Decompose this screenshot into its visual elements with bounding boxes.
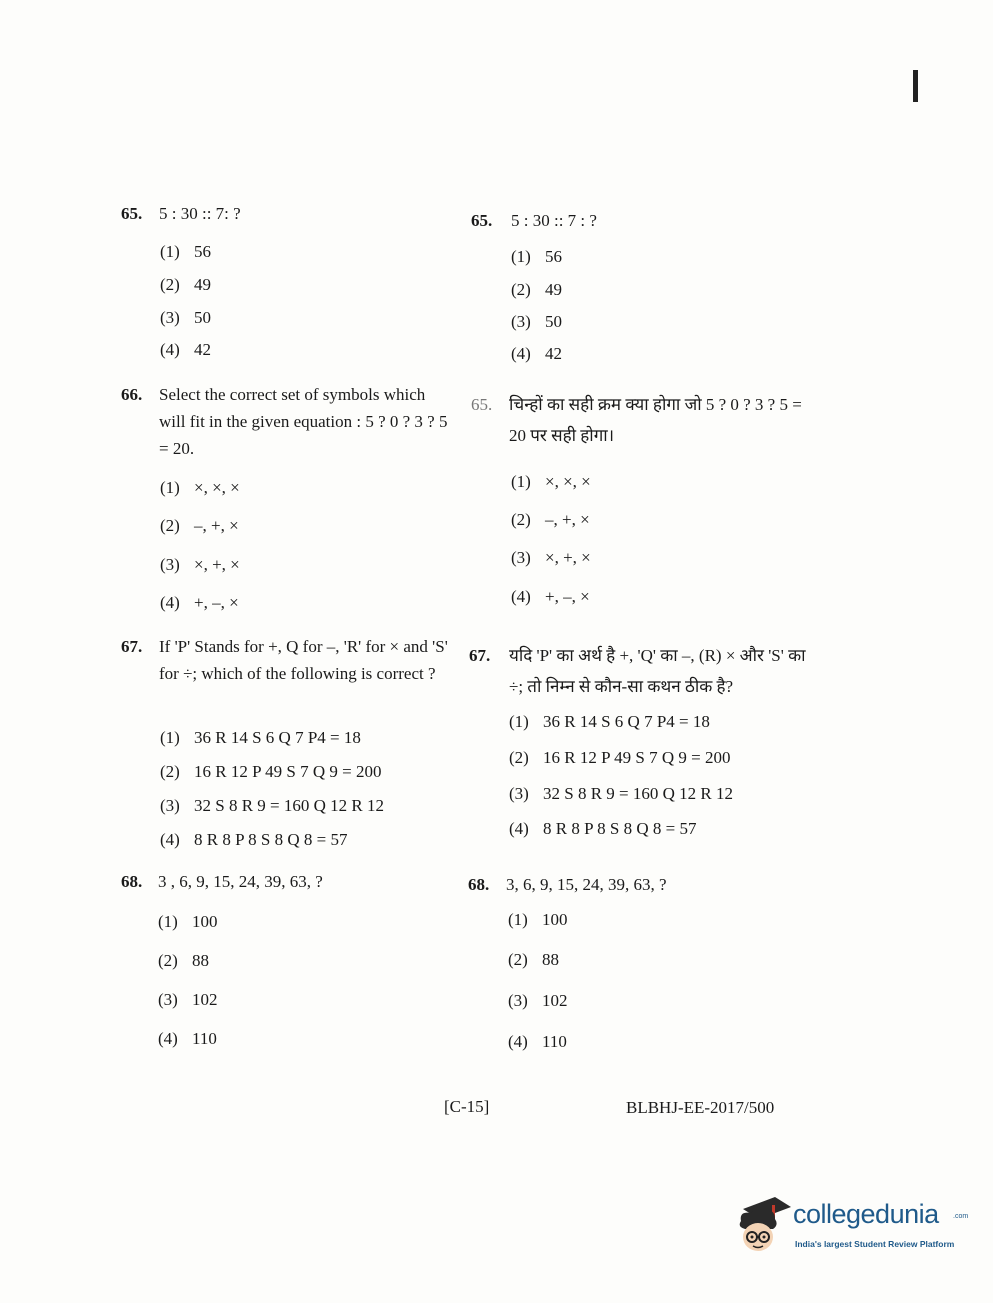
collegedunia-logo <box>735 1195 969 1265</box>
option-4: (4) 42 <box>511 344 562 363</box>
question-text: यदि 'P' का अर्थ है +, 'Q' का –, (R) × और 'S' का ÷; तो निम्न से कौन-सा कथन ठीक है? <box>509 646 806 696</box>
option-2: (2) 88 <box>158 951 209 970</box>
question-number: 67. <box>121 637 143 656</box>
option-3: (3) 32 S 8 R 9 = 160 Q 12 R 12 <box>509 784 733 803</box>
option-3: (3) 32 S 8 R 9 = 160 Q 12 R 12 <box>160 796 384 815</box>
logo-wordmark: collegedunia <box>793 1199 939 1229</box>
question-number: 66. <box>121 385 143 404</box>
option-4: (4) 8 R 8 P 8 S 8 Q 8 = 57 <box>160 830 348 849</box>
question-text: 5 : 30 :: 7: ? <box>159 204 241 223</box>
option-2: (2) –, +, × <box>511 510 590 529</box>
option-4: (4) 110 <box>508 1032 567 1051</box>
paper-code: BLBHJ-EE-2017/500 <box>626 1098 775 1117</box>
option-2: (2) 16 R 12 P 49 S 7 Q 9 = 200 <box>160 762 382 781</box>
option-1: (1) ×, ×, × <box>511 472 591 491</box>
question-number: 65. <box>471 211 493 230</box>
option-4: (4) +, –, × <box>511 587 590 606</box>
option-3: (3) 102 <box>158 990 218 1009</box>
option-3: (3) ×, +, × <box>160 555 240 574</box>
question-text: 5 : 30 :: 7 : ? <box>511 211 597 230</box>
option-1: (1) 56 <box>160 242 211 261</box>
option-2: (2) 16 R 12 P 49 S 7 Q 9 = 200 <box>509 748 731 767</box>
question-text: Select the correct set of symbols which will fit in the given equation : 5 ? 0 ? 3 ? 5 = 20. <box>159 385 448 458</box>
question-number: 68. <box>468 875 490 894</box>
mascot-icon <box>735 1195 793 1257</box>
question-number: 67. <box>469 646 491 665</box>
option-4: (4) 8 R 8 P 8 S 8 Q 8 = 57 <box>509 819 697 838</box>
option-1: (1) 100 <box>508 910 568 929</box>
option-4: (4) 42 <box>160 340 211 359</box>
question-number: 65. <box>121 204 143 223</box>
option-4: (4) 110 <box>158 1029 217 1048</box>
option-1: (1) 36 R 14 S 6 Q 7 P4 = 18 <box>160 728 361 747</box>
option-2: (2) 49 <box>511 280 562 299</box>
logo-tagline: India's largest Student Review Platform <box>795 1239 955 1249</box>
option-2: (2) 88 <box>508 950 559 969</box>
logo-suffix: .com <box>953 1213 969 1220</box>
option-1: (1) 56 <box>511 247 562 266</box>
option-3: (3) 50 <box>160 308 211 327</box>
question-number: 65. <box>471 395 493 414</box>
question-text: चिन्हों का सही क्रम क्या होगा जो 5 ? 0 ? 3 ? 5 = 20 पर सही होगा। <box>509 395 802 445</box>
question-text: 3, 6, 9, 15, 24, 39, 63, ? <box>506 875 667 894</box>
option-2: (2) 49 <box>160 275 211 294</box>
option-3: (3) 50 <box>511 312 562 331</box>
page-edge-mark <box>913 70 918 102</box>
option-3: (3) 102 <box>508 991 568 1010</box>
option-4: (4) +, –, × <box>160 593 239 612</box>
question-number: 68. <box>121 872 143 891</box>
option-1: (1) 100 <box>158 912 218 931</box>
question-text: 3 , 6, 9, 15, 24, 39, 63, ? <box>158 872 323 891</box>
page-code: [C-15] <box>444 1097 490 1116</box>
option-1: (1) ×, ×, × <box>160 478 240 497</box>
question-text: If 'P' Stands for +, Q for –, 'R' for × and 'S' for ÷; which of the following is correct ? <box>159 637 448 683</box>
option-3: (3) ×, +, × <box>511 548 591 567</box>
option-1: (1) 36 R 14 S 6 Q 7 P4 = 18 <box>509 712 710 731</box>
option-2: (2) –, +, × <box>160 516 239 535</box>
